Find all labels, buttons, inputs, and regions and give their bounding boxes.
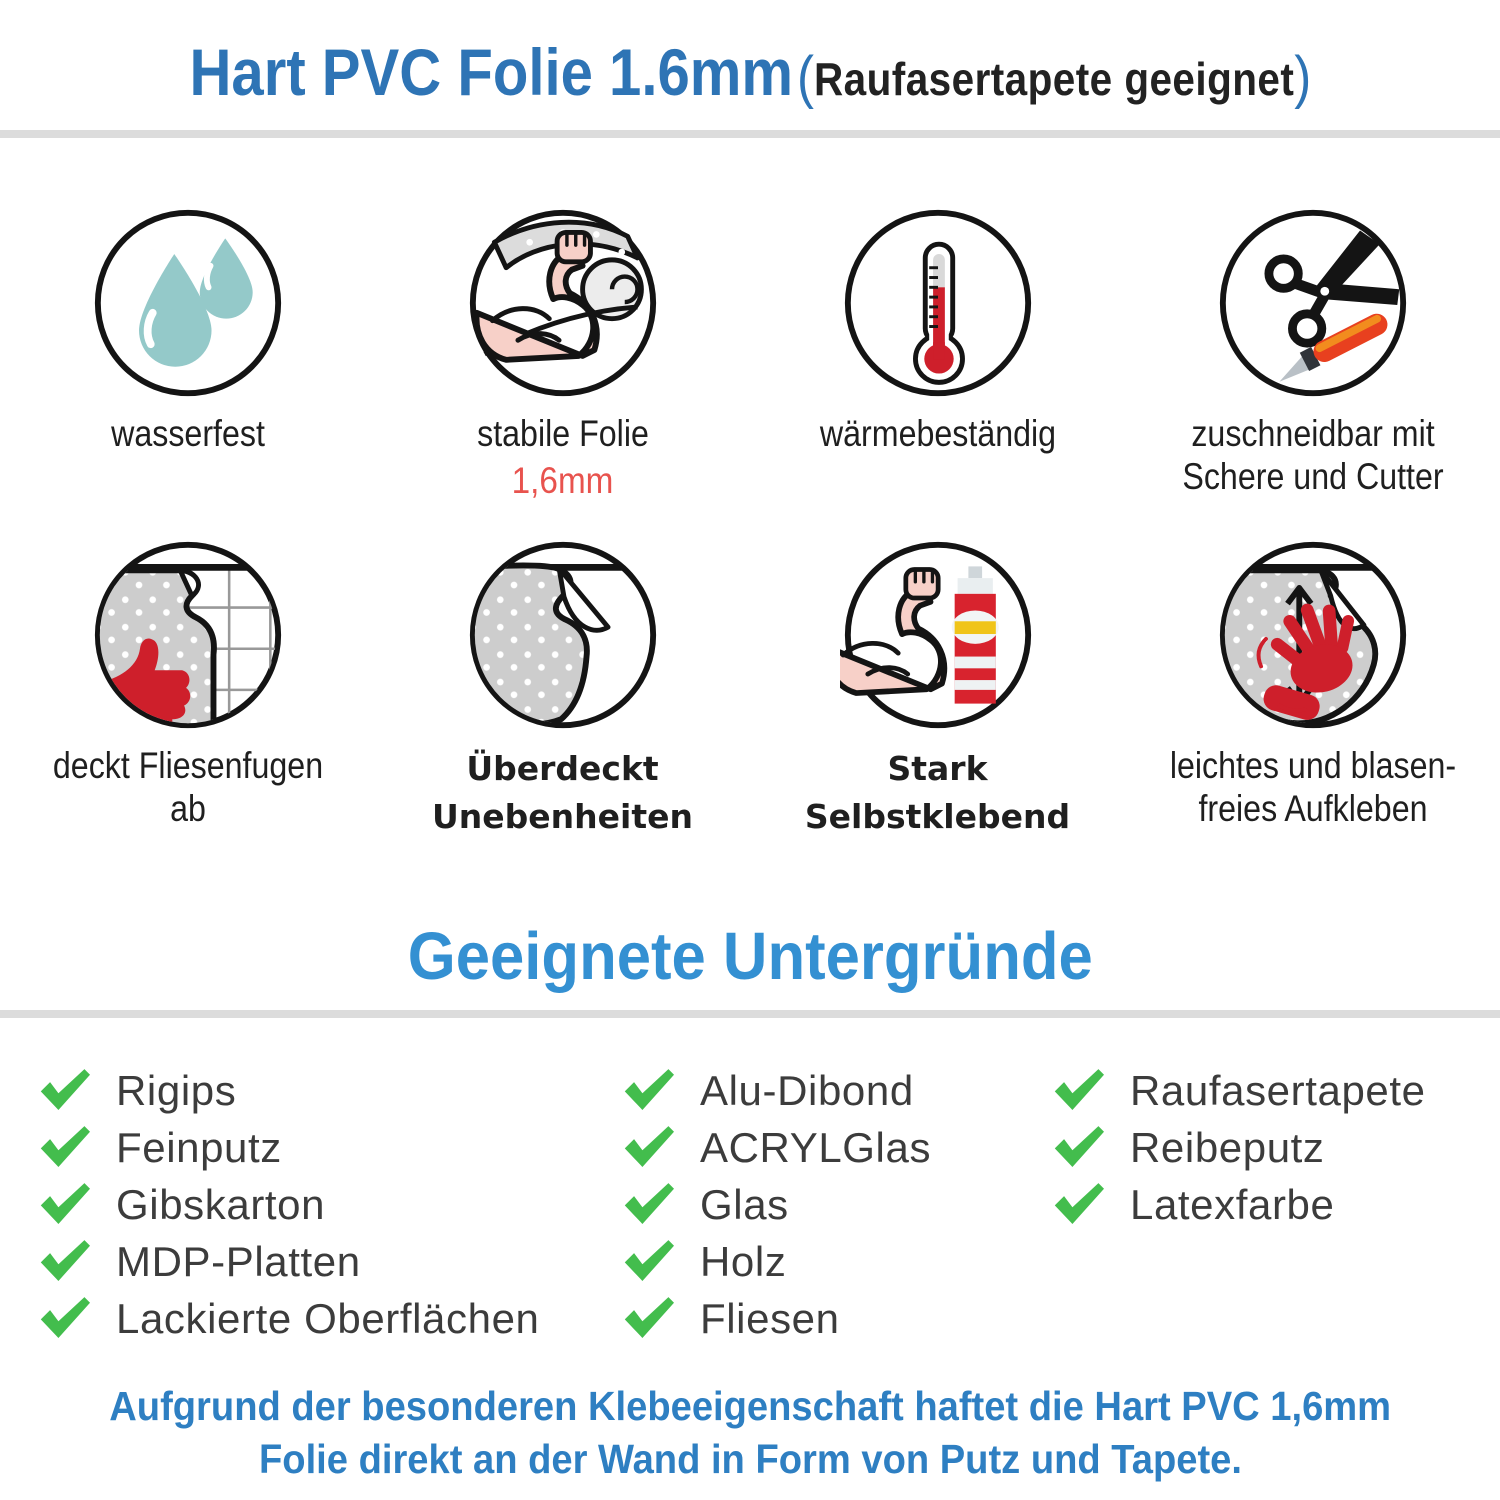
surfaces-heading: Geeignete Untergründe: [407, 919, 1093, 994]
surface-item: [38, 1062, 540, 1119]
thumb-tiles-icon: [90, 537, 286, 733]
surfaces-column-2: [622, 1062, 931, 1347]
title-main: Hart PVC Folie 1.6mm: [189, 35, 793, 109]
check-icon: [622, 1240, 674, 1283]
surface-item: [622, 1176, 931, 1233]
feature-card: [0, 537, 375, 869]
features-grid: [0, 205, 1500, 869]
surface-item: [1052, 1119, 1426, 1176]
surface-label: MDP-Platten: [116, 1237, 361, 1285]
feature-card: [375, 537, 750, 869]
surface-item: [38, 1290, 540, 1347]
surfaces-column-1: [38, 1062, 540, 1347]
surfaces-column-3: [1052, 1062, 1426, 1233]
check-icon: [38, 1240, 90, 1283]
check-icon: [622, 1183, 674, 1226]
feature-card: [375, 205, 750, 537]
check-icon: [38, 1069, 90, 1112]
surface-item: [1052, 1176, 1426, 1233]
feature-label: wasserfest: [110, 413, 265, 454]
feature-card: [750, 205, 1125, 537]
foil-cover-icon: [465, 537, 661, 733]
feature-card: [750, 537, 1125, 869]
surface-item: [622, 1290, 931, 1347]
surface-label: Alu-Dibond: [700, 1066, 914, 1114]
surface-label: Lackierte Oberflächen: [116, 1294, 540, 1342]
hand-press-icon: [1215, 537, 1411, 733]
surface-item: [38, 1119, 540, 1176]
check-icon: [38, 1297, 90, 1340]
feature-label: wärmebeständig: [819, 413, 1056, 454]
feature-label: Überdeckt Unebenheiten: [431, 749, 693, 836]
surface-label: Latexfarbe: [1130, 1180, 1335, 1228]
check-icon: [38, 1126, 90, 1169]
scissors-cutter-icon: [1215, 205, 1411, 401]
title-paren-close: ): [1293, 45, 1311, 110]
surface-label: Glas: [700, 1180, 789, 1228]
surface-label: Gibskarton: [116, 1180, 326, 1228]
surface-item: [1052, 1062, 1426, 1119]
muscle-glue-icon: [840, 537, 1036, 733]
surface-label: Holz: [700, 1237, 787, 1285]
surface-label: Reibeputz: [1130, 1123, 1325, 1171]
feature-thickness: 1,6mm: [511, 459, 614, 501]
footer-note: [0, 1380, 1500, 1487]
surface-label: Fliesen: [700, 1294, 840, 1342]
muscle-foil-icon: [465, 205, 661, 401]
divider-surfaces: [0, 1010, 1500, 1018]
check-icon: [622, 1126, 674, 1169]
feature-card: [0, 205, 375, 537]
surface-label: Raufasertapete: [1130, 1066, 1426, 1114]
feature-label: stabile Folie: [476, 413, 649, 454]
surface-label: Rigips: [116, 1066, 237, 1114]
feature-card: [1125, 205, 1500, 537]
surface-item: [38, 1233, 540, 1290]
surface-label: ACRYLGlas: [700, 1123, 932, 1171]
surface-label: Feinputz: [116, 1123, 282, 1171]
title-paren-open: (: [796, 45, 814, 110]
feature-label: Stark Selbstklebend: [804, 749, 1071, 836]
page-title: [0, 34, 1500, 111]
feature-label: deckt Fliesenfugen ab: [52, 745, 323, 829]
surface-item: [38, 1176, 540, 1233]
title-annotation: Raufasertapete geeignet: [813, 53, 1294, 105]
surface-item: [622, 1062, 931, 1119]
check-icon: [1052, 1126, 1104, 1169]
footer-line-2: Folie direkt an der Wand in Form von Putz und Tapete.: [258, 1436, 1242, 1483]
check-icon: [38, 1183, 90, 1226]
feature-label: leichtes und blasen- freies Aufkleben: [1169, 745, 1456, 829]
surface-item: [622, 1119, 931, 1176]
feature-label: zuschneidbar mit Schere und Cutter: [1181, 413, 1444, 497]
surface-item: [622, 1233, 931, 1290]
check-icon: [1052, 1183, 1104, 1226]
check-icon: [1052, 1069, 1104, 1112]
check-icon: [622, 1069, 674, 1112]
thermometer-icon: [840, 205, 1036, 401]
footer-line-1: Aufgrund der besonderen Klebeeigenschaft haftet die Hart PVC 1,6mm: [109, 1383, 1391, 1429]
water-drops-icon: [90, 205, 286, 401]
feature-card: [1125, 537, 1500, 869]
check-icon: [622, 1297, 674, 1340]
divider-top: [0, 130, 1500, 138]
